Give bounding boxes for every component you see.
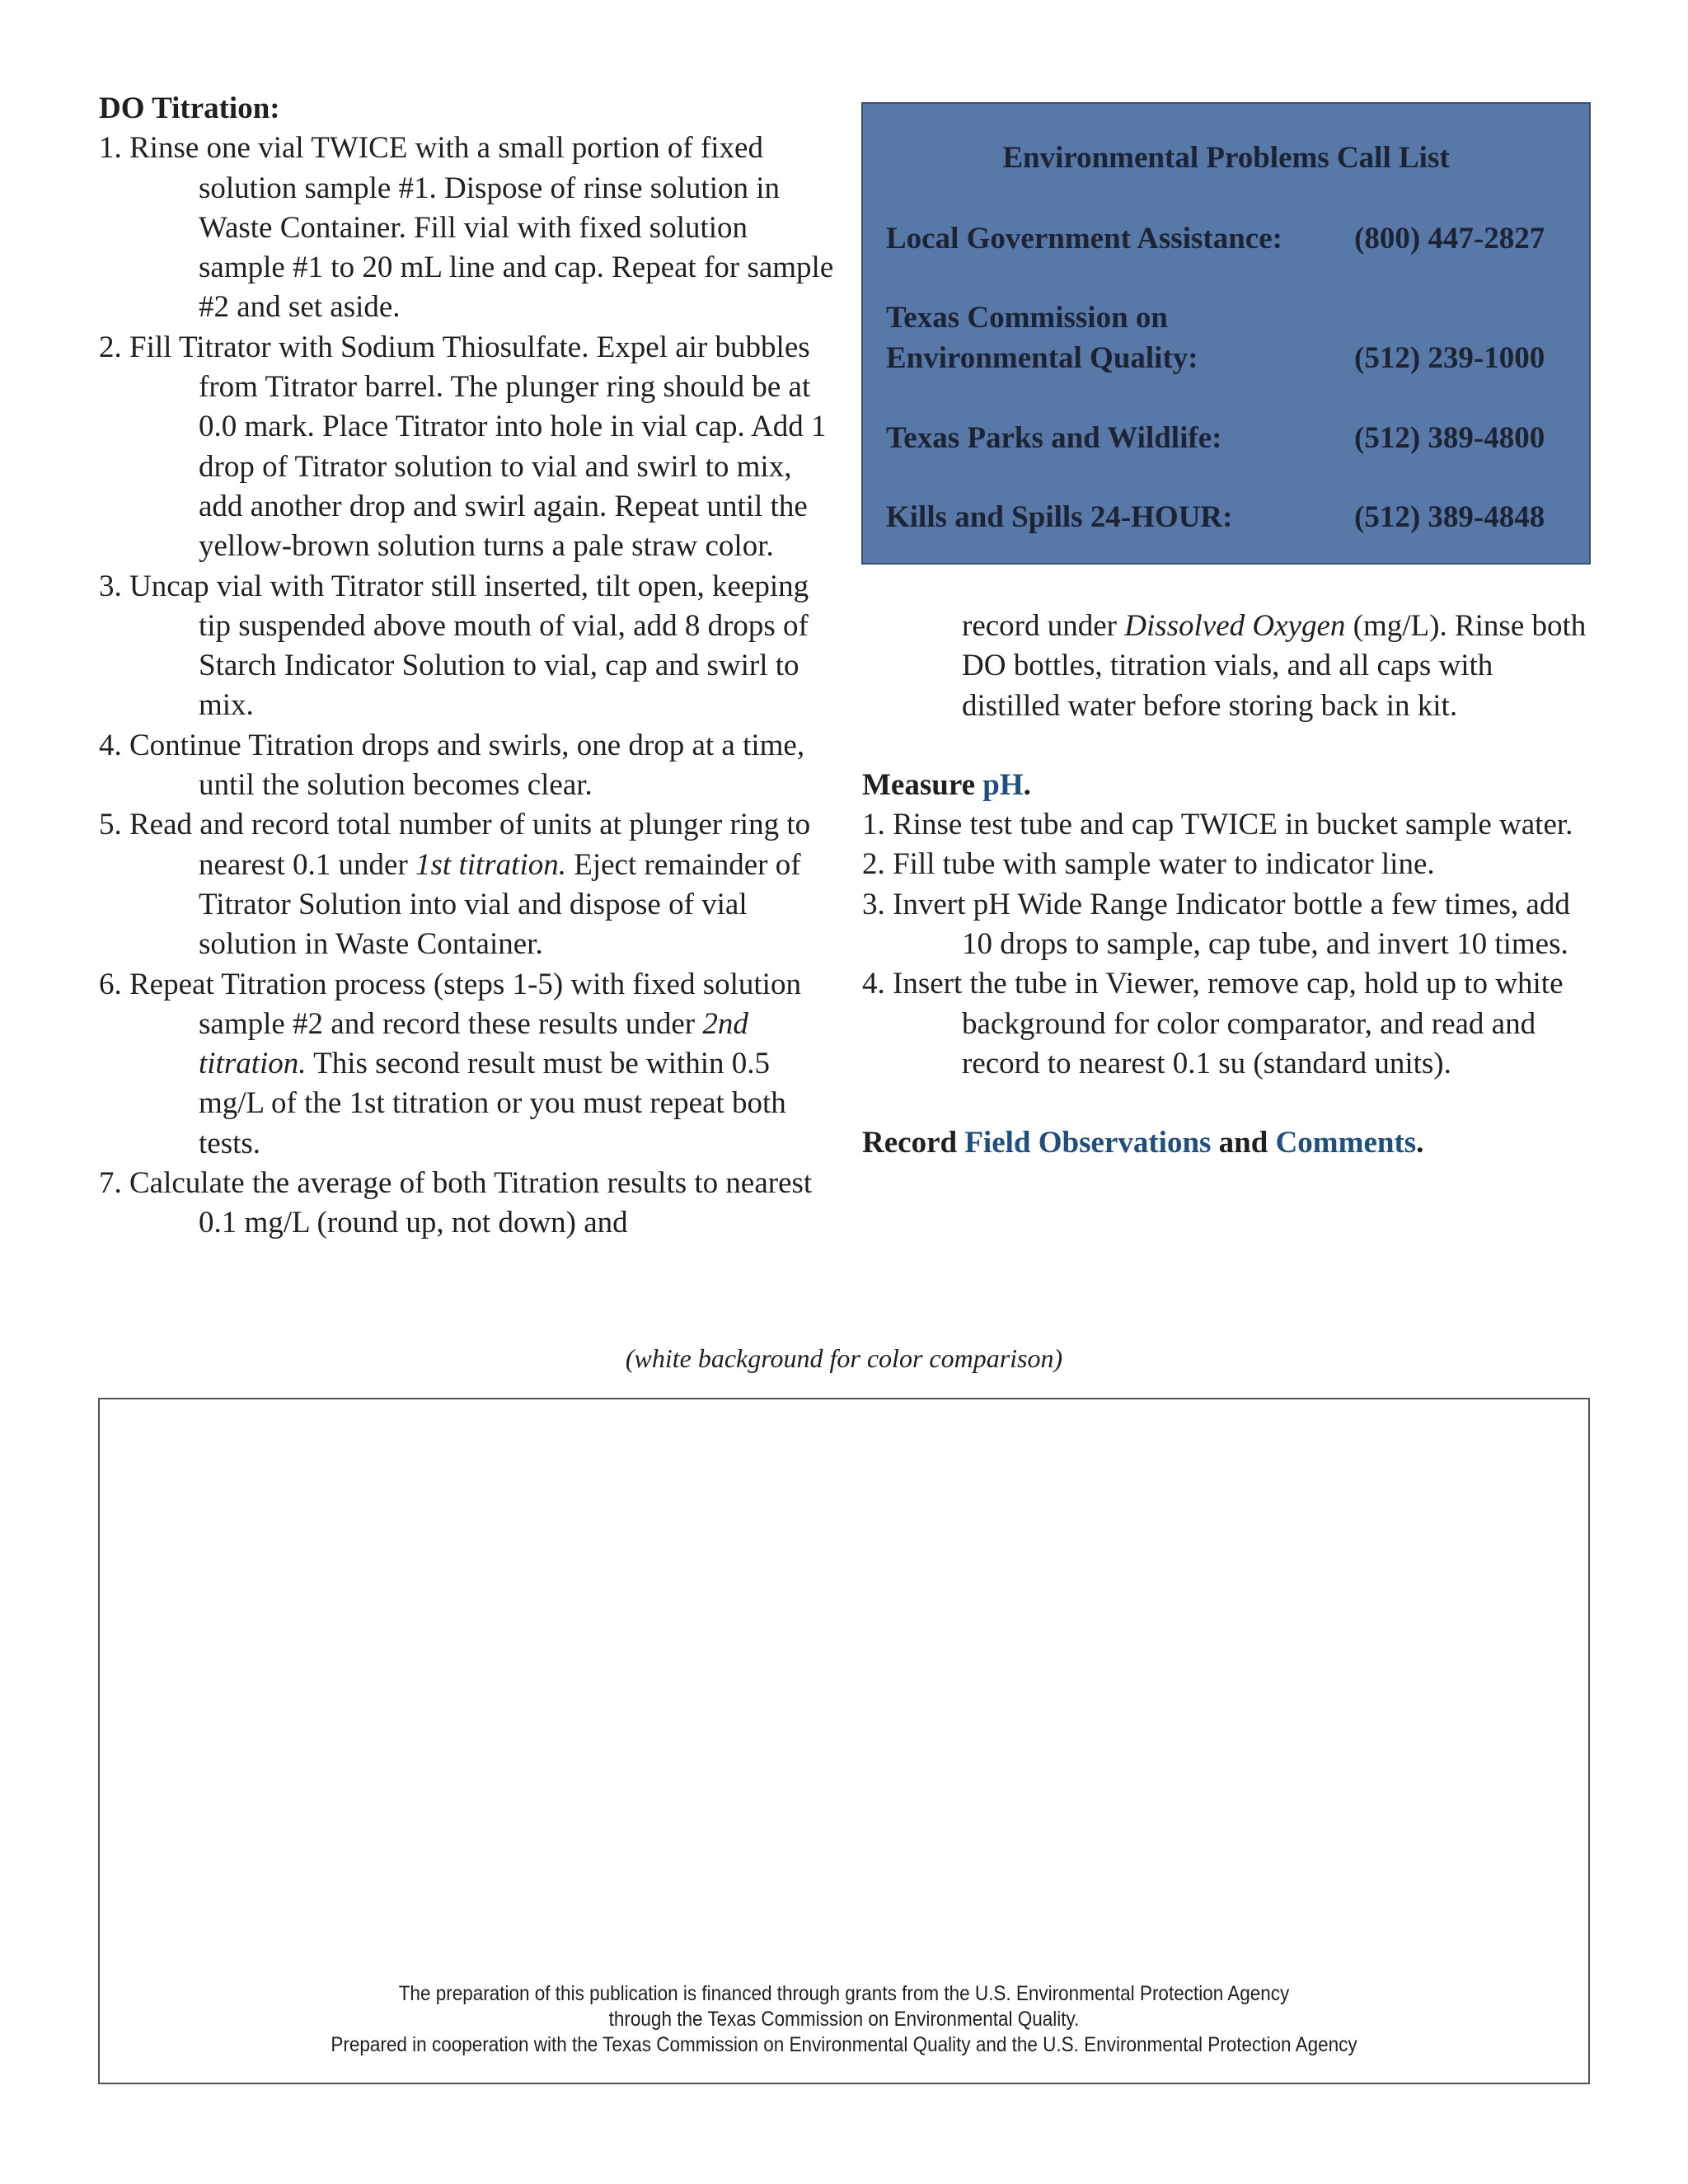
ph-step-2 [862,845,1596,884]
step-number: 2. [862,847,885,882]
step-text: Rinse test tube and cap TWICE in bucket sample water. [893,808,1573,842]
step-number: 3. [862,887,885,921]
step-number: 7. [99,1166,122,1201]
do-titration-heading: DO Titration: [99,91,280,125]
step-number: 4. [99,728,122,762]
call-list-agency: Local Government Assistance: [886,221,1282,255]
step-text: Continue Titration drops and swirls, one drop at a time, until the solution becomes clear. [129,728,805,803]
measure-ph-steps [862,805,1596,1084]
do-step-1 [99,129,841,327]
step-text: Rinse one vial TWICE with a small portion of fixed solution sample #1. Dispose of rinse solution in Waste Container. Fill vial with fixed solution sample #1 to 20 mL line and cap. Repeat for sample #2 and set aside. [129,131,834,325]
call-list-title: Environmental Problems Call List [1002,141,1450,175]
ph-step-3 [862,885,1596,965]
do-step-7-continuation [862,607,1596,726]
step-text-emphasis: 2nd titration. [199,1006,748,1081]
do-step-7 [99,1164,841,1244]
right-column [862,607,1596,1164]
call-list-entry [886,219,1575,259]
comments-label: Comments [1275,1126,1417,1160]
footer-line-2: through the Texas Commission on Environmental Quality. [608,2008,1080,2031]
step-text-post: This second result must be within 0.5 mg/L of the 1st titration or you must repeat both tests. [199,1047,786,1160]
call-list-phone: (512) 239-1000 [1354,340,1545,375]
continuation-emphasis: Dissolved Oxygen [1124,609,1346,643]
record-line-prefix: Record [862,1126,965,1160]
call-list-entry [886,419,1575,458]
call-list-entry [886,299,1575,378]
do-step-2 [99,328,841,567]
step-text: Fill tube with sample water to indicator line. [893,847,1435,882]
step-text: Uncap vial with Titrator still inserted, tilt open, keeping tip suspended above mouth of vial, add 8 drops of Starch Indicator Solution to vial, cap and swirl to mix. [129,569,809,723]
record-line-middle: and [1211,1126,1276,1160]
step-number: 6. [99,967,122,1001]
step-text: Invert pH Wide Range Indicator bottle a few times, add 10 drops to sample, cap tube, and invert 10 times. [893,887,1570,962]
do-titration-section [99,89,841,1244]
step-text-pre: Read and record total number of units at plunger ring to nearest 0.1 under [129,808,811,882]
do-step-5 [99,805,841,964]
step-text: Calculate the average of both Titration results to nearest 0.1 mg/L (round up, not down) and [129,1166,813,1240]
step-text: Insert the tube in Viewer, remove cap, hold up to white background for color comparator, and read and record to nearest 0.1 su (standard units). [893,967,1564,1080]
step-number: 1. [862,808,885,842]
ph-step-4 [862,964,1596,1084]
measure-ph-heading [862,766,1596,805]
step-number: 3. [99,569,122,603]
funding-footer [174,1981,1513,2058]
step-text-post: Eject remainder of Titrator Solution into vial and dispose of vial solution in Waste Container. [199,847,801,962]
measure-ph-heading-suffix: . [1023,767,1031,802]
do-titration-steps [99,129,841,1243]
step-number: 1. [99,131,122,166]
step-number: 4. [862,967,885,1001]
record-observations-line [862,1123,1596,1163]
measure-ph-heading-accent: pH [982,767,1024,802]
call-list-entry [886,498,1575,537]
step-text-emphasis: 1st titration. [415,847,566,882]
record-line-suffix: . [1416,1126,1424,1160]
do-step-4 [99,726,841,806]
call-list-phone: (512) 389-4848 [1354,499,1545,534]
do-step-3 [99,567,841,726]
call-list-phone: (512) 389-4800 [1354,420,1545,455]
call-list-agency: Kills and Spills 24-HOUR: [886,499,1233,534]
measure-ph-heading-prefix: Measure [862,767,983,802]
call-list-agency: Texas Commission on Environmental Quality: [886,301,1198,375]
white-background-caption: (white background for color comparison) [625,1343,1063,1373]
footer-line-3: Prepared in cooperation with the Texas Commission on Environmental Quality and the U.S. Environmental Protection Agency [331,2033,1357,2056]
footer-line-1: The preparation of this publication is financed through grants from the U.S. Environmental Protection Agency [398,1982,1290,2005]
environmental-call-list [861,102,1591,565]
field-observations-label: Field Observations [964,1126,1212,1160]
call-list-phone: (800) 447-2827 [1354,221,1545,255]
continuation-pre: record under [962,609,1125,643]
step-number: 2. [99,330,122,364]
continuation-post: (mg/L). Rinse both DO bottles, titration vials, and all caps with distilled water before storing back in kit. [962,609,1587,723]
color-comparison-white-box [98,1398,1590,2084]
step-text: Fill Titrator with Sodium Thiosulfate. Expel air bubbles from Titrator barrel. The plunger ring should be at 0.0 mark. Place Titrator into hole in vial cap. Add 1 drop of Titrator solution to vial and swirl to mix, add another drop and swirl again. Repeat until the yellow-brown solution turns a pale straw color. [129,330,827,564]
ph-step-1 [862,805,1596,845]
step-text-pre: Repeat Titration process (steps 1-5) with fixed solution sample #2 and record these results under [129,967,801,1041]
call-list-agency: Texas Parks and Wildlife: [886,420,1222,455]
step-number: 5. [99,808,122,842]
do-step-6 [99,965,841,1164]
